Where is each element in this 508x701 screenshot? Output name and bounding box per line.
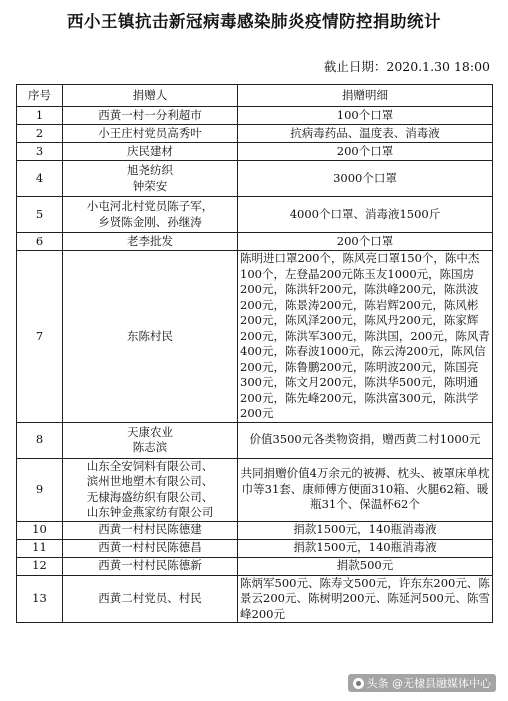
detail-cell: 200个口罩	[238, 143, 493, 161]
donor-name: 乡贤陈金刚、孙继涛	[98, 214, 202, 229]
donor-name: 钟荣安	[132, 178, 168, 193]
row-number: 3	[17, 143, 63, 161]
donor-cell	[63, 575, 238, 623]
donor-name: 山东全安饲料有限公司、	[86, 458, 214, 473]
header-detail: 捐赠明细	[238, 85, 493, 107]
table-row	[17, 107, 493, 125]
table-row	[17, 575, 493, 623]
donor-cell	[63, 143, 238, 161]
donor-name: 西黄一村村民陈德昌	[98, 540, 202, 555]
table-row	[17, 458, 493, 521]
row-number: 7	[17, 251, 63, 423]
detail-cell: 200个口罩	[238, 233, 493, 251]
table-row	[17, 197, 493, 233]
donor-name: 小王庄村党员高秀叶	[98, 125, 202, 140]
donor-name: 旭尧纺织	[127, 163, 173, 177]
table-row	[17, 233, 493, 251]
table-header-row	[17, 85, 493, 107]
donor-name: 东陈村民	[127, 328, 173, 343]
detail-cell: 捐款1500元，140瓶消毒液	[238, 521, 493, 539]
donor-name: 庆民建材	[127, 143, 173, 158]
header-donor: 捐赠人	[63, 85, 238, 107]
table-row	[17, 422, 493, 458]
donor-cell	[63, 107, 238, 125]
row-number: 1	[17, 107, 63, 125]
header-no: 序号	[17, 85, 63, 107]
donor-cell	[63, 197, 238, 233]
donor-cell	[63, 557, 238, 575]
row-number: 5	[17, 197, 63, 233]
table-row	[17, 539, 493, 557]
row-number: 8	[17, 422, 63, 458]
donor-cell	[63, 233, 238, 251]
donor-name: 无棣海盛纺织有限公司、	[86, 489, 214, 504]
table-row	[17, 557, 493, 575]
cutoff-date: 截止日期：2020.1.30 18:00	[323, 59, 490, 74]
donor-name: 山东钟金燕家纺有限公司	[86, 505, 214, 519]
table-row	[17, 521, 493, 539]
donor-cell	[63, 521, 238, 539]
donor-name: 西黄一村一分利超市	[98, 107, 202, 122]
donor-cell	[63, 539, 238, 557]
detail-cell: 陈炳军500元、陈寿文500元，许东东200元、陈景云200元、陈树明200元、陈延河500元、陈雪峰200元	[238, 575, 493, 623]
row-number: 11	[17, 539, 63, 557]
row-number: 2	[17, 125, 63, 143]
donor-name: 老李批发	[127, 233, 173, 248]
detail-cell: 共同捐赠价值4万余元的被褥、枕头、被罩床单枕巾等31套、康师傅方便面310箱、火腿62箱、暖瓶31个、保温杯62个	[238, 458, 493, 521]
watermark-text: 头条 @无棣县融媒体中心	[366, 677, 491, 690]
row-number: 9	[17, 458, 63, 521]
detail-cell: 捐款1500元，140瓶消毒液	[238, 539, 493, 557]
detail-cell: 陈明进口罩200个，陈风亮口罩150个，陈中杰100个，左登晶200元陈玉友1000元，陈国房200元，陈洪轩200元，陈洪峰200元，陈洪波200元，陈景涛200元，陈岩辉200元，陈风彬200元，陈风泽200元，陈风丹200元，陈家辉200元，陈洪军300元，陈洪国，200元，陈风青400元，陈春波1000元，陈云涛200元，陈风信200元，陈鲁鹏200元，陈明波200元，陈国亮300元，陈文月200元，陈洪华500元，陈明通200元，陈先峰200元，陈洪富300元，陈洪学200元	[238, 251, 493, 423]
detail-cell: 价值3500元各类物资捐，赠西黄二村1000元	[238, 422, 493, 458]
page-title: 西小王镇抗击新冠病毒感染肺炎疫情防控捐助统计	[67, 12, 441, 31]
donor-name: 西黄二村党员、村民	[98, 591, 202, 605]
donor-name: 小屯河北村党员陈子军，	[86, 199, 214, 213]
donation-table	[16, 84, 493, 623]
table-row	[17, 161, 493, 197]
donor-name: 滨州世地塑木有限公司、	[86, 474, 214, 488]
donor-cell	[63, 161, 238, 197]
donor-name: 西黄一村村民陈德建	[98, 522, 202, 537]
detail-cell: 4000个口罩、消毒液1500斤	[238, 197, 493, 233]
row-number: 6	[17, 233, 63, 251]
donor-name: 陈志滨	[132, 440, 168, 454]
row-number: 4	[17, 161, 63, 197]
donor-cell	[63, 251, 238, 423]
watermark	[348, 674, 497, 692]
detail-cell: 捐款500元	[238, 557, 493, 575]
table-row	[17, 143, 493, 161]
detail-cell: 3000个口罩	[238, 161, 493, 197]
row-number: 12	[17, 557, 63, 575]
table-row	[17, 251, 493, 423]
row-number: 13	[17, 575, 63, 623]
detail-cell: 抗病毒药品、温度表、消毒液	[238, 125, 493, 143]
donor-name: 西黄一村村民陈德新	[98, 558, 202, 573]
detail-cell: 100个口罩	[238, 107, 493, 125]
row-number: 10	[17, 521, 63, 539]
camera-icon	[353, 678, 364, 689]
table-row	[17, 125, 493, 143]
donor-cell	[63, 422, 238, 458]
donor-cell	[63, 458, 238, 521]
donor-name: 天康农业	[127, 424, 173, 439]
donor-cell	[63, 125, 238, 143]
